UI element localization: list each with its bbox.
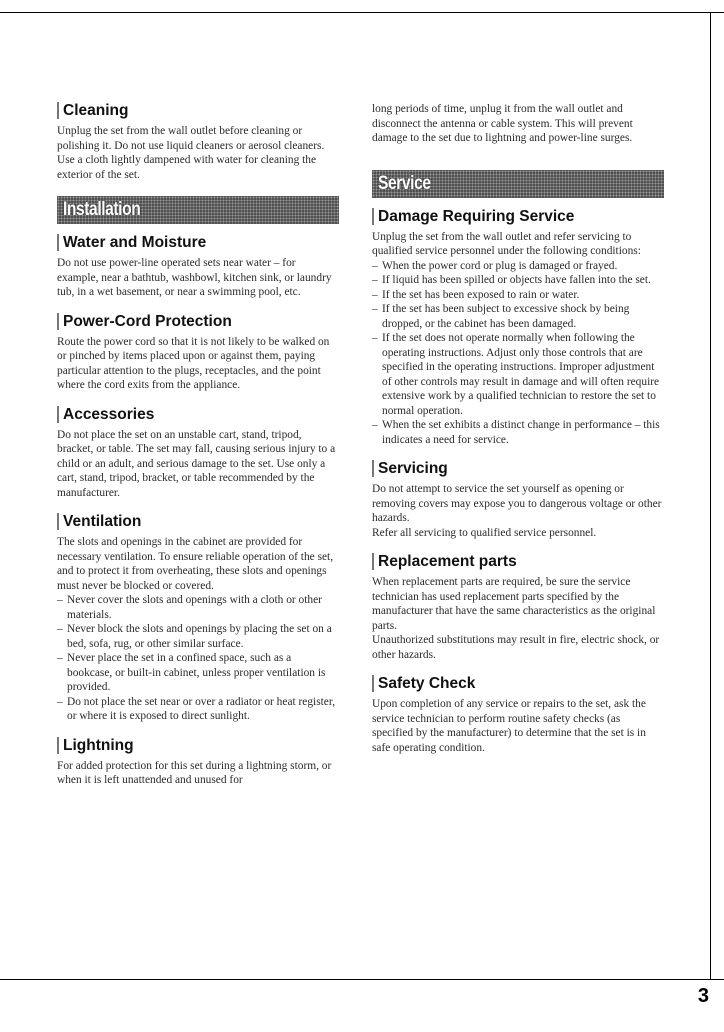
installation-banner (57, 196, 339, 224)
section-accessories (57, 406, 339, 501)
power-cord-text: Route the power cord so that it is not likely to be walked on or pinched by items placed upon or against them, paying particular attention to the plugs, receptacles, and the point where the cord exits from the appliance. (57, 335, 330, 391)
page-number: 3 (697, 985, 709, 1007)
replacement-text-2: Unauthorized substitutions may result in fire, electric shock, or other hazards. (372, 634, 660, 661)
damage-list (372, 259, 664, 448)
heading-water: Water and Moisture (57, 234, 339, 251)
lightning-text: For added protection for this set during a lightning storm, or when it is left unattended and unused for (57, 759, 332, 786)
heading-servicing: Servicing (372, 460, 664, 477)
heading-damage: Damage Requiring Service (372, 208, 664, 225)
section-safety (372, 675, 664, 755)
section-servicing (372, 460, 664, 540)
section-replacement (372, 553, 664, 662)
heading-cleaning: Cleaning (57, 102, 339, 119)
top-rule (0, 12, 724, 13)
replacement-text: When replacement parts are required, be sure the service technician has used replacement parts specified by the manufacturer that have the same characteristics as the original parts. (372, 576, 656, 632)
heading-accessories: Accessories (57, 406, 339, 423)
damage-text: Unplug the set from the wall outlet and refer servicing to qualified service personnel under the following conditions: (372, 230, 641, 257)
heading-ventilation: Ventilation (57, 513, 339, 530)
left-column (57, 102, 339, 801)
service-banner (372, 170, 664, 198)
section-lightning (57, 737, 339, 788)
list-item: – Never block the slots and openings by placing the set on a bed, sofa, rug, or other similar surface. (57, 622, 339, 651)
service-banner-label: Service (378, 172, 431, 194)
list-item: – If the set does not operate normally when following the operating instructions. Adjust only those controls that are specified in the operating instructions. Improper adjustment of other controls may result in damage and will often require extensive work by a qualified technician to restore the set to normal operation. (372, 331, 664, 418)
section-water (57, 234, 339, 300)
list-item: – Do not place the set near or over a radiator or heat register, or where it is exposed to direct sunlight. (57, 695, 339, 724)
list-item: – If the set has been exposed to rain or water. (372, 288, 664, 303)
water-text: Do not use power-line operated sets near water – for example, near a bathtub, washbowl, kitchen sink, or laundry tub, in a wet basement, or near a swimming pool, etc. (57, 257, 332, 298)
section-power-cord (57, 313, 339, 393)
list-item: – When the power cord or plug is damaged or frayed. (372, 259, 664, 274)
safety-text: Upon completion of any service or repairs to the set, ask the service technician to perform routine safety checks (as specified by the manufacturer) to determine that the set is in safe operating condition. (372, 698, 646, 754)
ventilation-list (57, 593, 339, 724)
list-item: – If liquid has been spilled or objects have fallen into the set. (372, 273, 664, 288)
heading-safety: Safety Check (372, 675, 664, 692)
right-column (372, 102, 664, 768)
accessories-text: Do not place the set on an unstable cart, stand, tripod, bracket, or table. The set may fall, causing serious injury to a child or an adult, and serious damage to the set. Use only a cart, stand, tripod, bracket, or table recommended by the manufacturer. (57, 428, 336, 499)
list-item: – If the set has been subject to excessive shock by being dropped, or the cabinet has been damaged. (372, 302, 664, 331)
section-ventilation (57, 513, 339, 724)
heading-power-cord: Power-Cord Protection (57, 313, 339, 330)
installation-banner-label: Installation (63, 199, 141, 220)
bottom-rule (0, 979, 724, 980)
heading-lightning: Lightning (57, 737, 339, 754)
heading-replacement: Replacement parts (372, 553, 664, 570)
ventilation-text: The slots and openings in the cabinet are provided for necessary ventilation. To ensure reliable operation of the set, and to protect it from overheating, these slots and openings must never be blocked or covered. (57, 536, 334, 592)
servicing-text-2: Refer all servicing to qualified service personnel. (372, 526, 597, 539)
list-item: – Never cover the slots and openings with a cloth or other materials. (57, 593, 339, 622)
list-item: – Never place the set in a confined space, such as a bookcase, or built-in cabinet, unless proper ventilation is provided. (57, 651, 339, 695)
right-rule (710, 12, 711, 980)
section-cleaning (57, 102, 339, 182)
lightning-continued-text: long periods of time, unplug it from the wall outlet and disconnect the antenna or cable system. This will prevent damage to the set due to lightning and power-line surges. (372, 103, 633, 144)
cleaning-text: Unplug the set from the wall outlet before cleaning or polishing it. Do not use liquid cleaners or aerosol cleaners. Use a cloth lightly dampened with water for cleaning the exterior of the set. (57, 125, 325, 181)
servicing-text: Do not attempt to service the set yourself as opening or removing covers may expose you to dangerous voltage or other hazards. (372, 483, 662, 524)
section-damage (372, 208, 664, 448)
list-item: – When the set exhibits a distinct change in performance – this indicates a need for service. (372, 418, 664, 447)
